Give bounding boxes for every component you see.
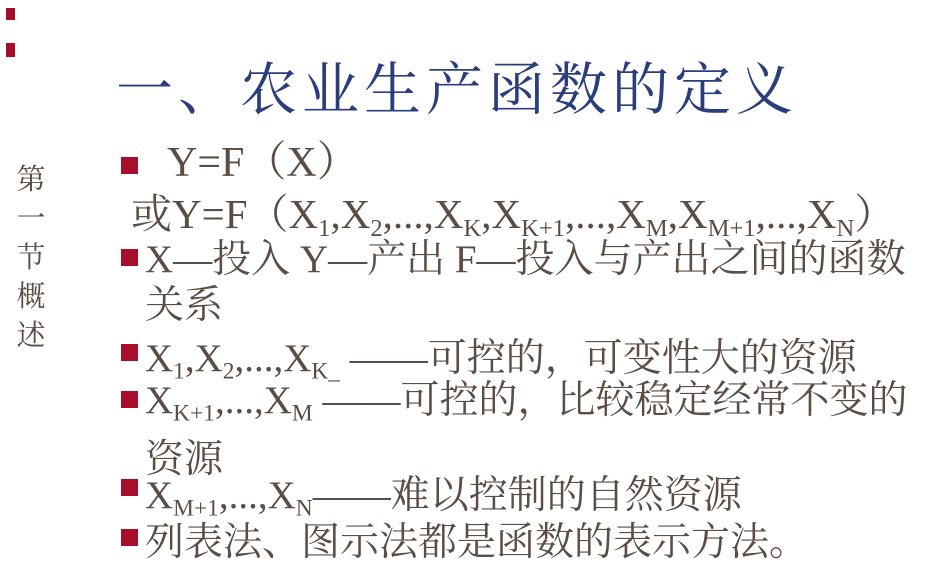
slide-title: 一、农业生产函数的定义	[116, 59, 798, 122]
bullet-marker	[121, 529, 138, 546]
bullet-marker	[121, 391, 138, 408]
definitions-text: X—投入 Y—产出 F—投入与产出之间的函数 关系	[145, 238, 906, 327]
section-sidebar-label: 第一节概述	[16, 164, 46, 352]
bullet-marker	[121, 344, 138, 361]
formula-simple-text: Y=F（X）	[167, 140, 359, 186]
controllable-stable-text: $X_{K+1},...,X_M$ ——可控的，比较稳定经常不变的 资源	[145, 379, 908, 481]
bullet-marker	[121, 479, 138, 496]
corner-mark-top	[6, 8, 15, 20]
representation-methods-text: 列表法、图示法都是函数的表示方法。	[145, 521, 809, 564]
formula-expanded-text: 或$Y=F(X_1,X_2,...,X_K,X_{K+1},...,X_M,X_{M+1},...,X_N)$	[131, 191, 896, 243]
controllable-variable-text: $X_1,X_2,...,X_{K\_}$ ——可控的，可变性大的资源	[145, 337, 857, 385]
bullet-marker	[121, 157, 138, 174]
corner-mark-bottom	[6, 43, 15, 57]
uncontrollable-text: $X_{M+1},...,X_N——$难以控制的自然资源	[145, 474, 742, 522]
bullet-marker	[121, 249, 138, 266]
